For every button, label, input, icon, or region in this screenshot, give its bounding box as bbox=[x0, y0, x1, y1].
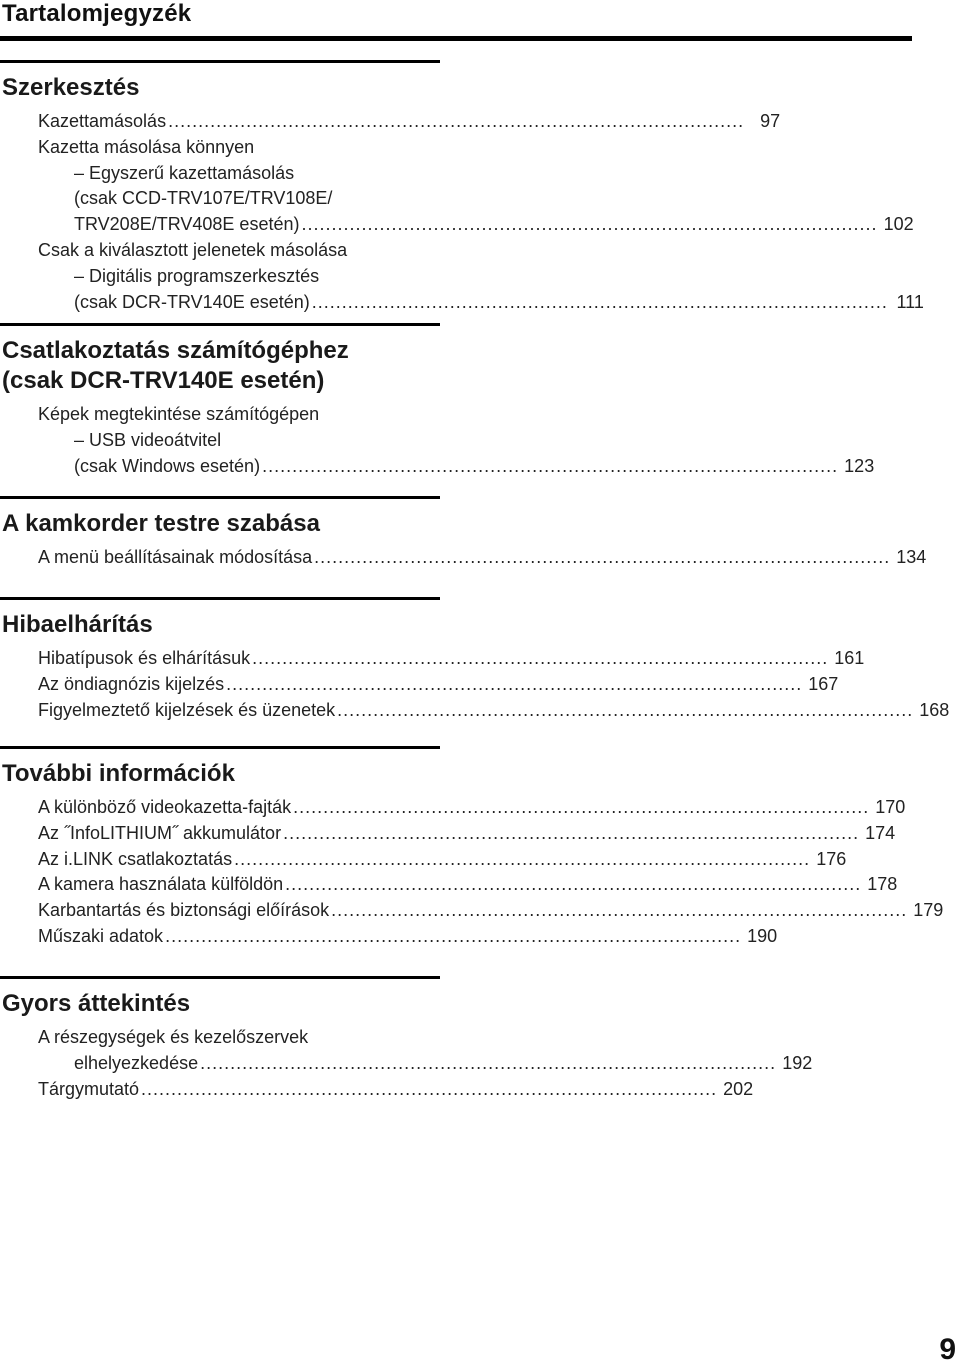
entry-text bbox=[0, 924, 781, 950]
toc-section bbox=[0, 60, 924, 315]
entry-line: A különböző videokazetta-fajták bbox=[38, 797, 292, 817]
dot-leader bbox=[234, 847, 810, 873]
entry-text bbox=[0, 135, 918, 238]
toc-entry[interactable] bbox=[0, 924, 778, 950]
entry-text bbox=[0, 238, 928, 315]
dot-leader bbox=[337, 698, 913, 724]
entry-line: TRV208E/TRV408E esetén) bbox=[74, 214, 300, 235]
page-number: 9 bbox=[939, 1333, 956, 1366]
entry-text bbox=[0, 847, 850, 873]
entry-page-number: 161 bbox=[834, 648, 865, 668]
entry-line: – USB videoátvitel bbox=[74, 429, 222, 450]
dot-leader bbox=[165, 924, 741, 950]
dot-leader bbox=[141, 1077, 717, 1103]
toc-entry[interactable] bbox=[0, 672, 839, 698]
entry-line: Csak a kiválasztott jelenetek másolása bbox=[38, 239, 348, 260]
dot-leader bbox=[331, 898, 907, 924]
section-title-line: Gyors áttekintés bbox=[2, 990, 191, 1017]
entry-page-number: 174 bbox=[865, 822, 896, 843]
entry-page-number: 168 bbox=[919, 699, 950, 720]
section-title-line: Szerkesztés bbox=[2, 74, 140, 101]
entry-page-number: 179 bbox=[913, 900, 944, 921]
entry-page-number: 134 bbox=[896, 547, 927, 567]
entry-page-number: 170 bbox=[875, 797, 906, 817]
entry-page-number: 176 bbox=[816, 848, 847, 869]
toc-entry[interactable] bbox=[0, 238, 924, 315]
entry-line: Az i.LINK csatlakoztatás bbox=[38, 848, 233, 869]
entry-page-number: 192 bbox=[782, 1052, 813, 1073]
entry-text bbox=[0, 821, 899, 847]
dot-leader bbox=[293, 795, 869, 821]
entry-text bbox=[0, 672, 842, 698]
entry-line: – Digitális programszerkesztés bbox=[74, 265, 320, 286]
toc-entry[interactable] bbox=[0, 872, 898, 898]
dot-leader bbox=[314, 545, 890, 571]
entry-page-number: 202 bbox=[723, 1078, 754, 1099]
toc-entry[interactable] bbox=[0, 898, 944, 924]
toc-section bbox=[0, 746, 944, 950]
section-title-line: További információk bbox=[2, 760, 235, 787]
entry-text bbox=[0, 646, 868, 672]
entry-list bbox=[0, 795, 944, 950]
entry-text bbox=[0, 698, 953, 724]
entry-line: (csak DCR-TRV140E esetén) bbox=[74, 291, 310, 312]
toc-section bbox=[0, 597, 950, 723]
entry-page-number: 123 bbox=[844, 455, 875, 476]
entry-page-number: 190 bbox=[747, 925, 778, 946]
section-title bbox=[2, 336, 440, 396]
section-title bbox=[2, 509, 440, 539]
entry-text bbox=[0, 872, 901, 898]
dot-leader bbox=[200, 1051, 776, 1077]
entry-line: A menü beállításainak módosítása bbox=[38, 547, 313, 567]
section-title bbox=[2, 989, 440, 1019]
entry-line: Képek megtekintése számítógépen bbox=[38, 404, 320, 424]
toc-section bbox=[0, 323, 875, 479]
entry-list bbox=[0, 1025, 813, 1102]
dot-leader bbox=[301, 212, 877, 238]
entry-line: Az öndiagnózis kijelzés bbox=[38, 673, 225, 694]
section-title bbox=[2, 73, 440, 103]
entry-line: Műszaki adatok bbox=[38, 925, 164, 946]
toc-section bbox=[0, 976, 813, 1102]
section-rule bbox=[0, 60, 440, 63]
toc-entry[interactable] bbox=[0, 1077, 754, 1103]
entry-page-number: 111 bbox=[896, 291, 924, 312]
section-title bbox=[2, 759, 440, 789]
toc-section bbox=[0, 496, 927, 571]
dot-leader bbox=[312, 290, 888, 316]
entry-page-number: 102 bbox=[883, 214, 914, 235]
section-title-line: A kamkorder testre szabása bbox=[2, 510, 320, 537]
dot-leader bbox=[285, 872, 861, 898]
dot-leader bbox=[226, 672, 802, 698]
entry-line: Figyelmeztető kijelzések és üzenetek bbox=[38, 699, 336, 720]
entry-page-number: 97 bbox=[760, 111, 781, 131]
entry-list bbox=[0, 402, 875, 479]
entry-line: A kamera használata külföldön bbox=[38, 874, 284, 895]
section-rule bbox=[0, 976, 440, 979]
toc-entry[interactable] bbox=[0, 795, 906, 821]
entry-list bbox=[0, 545, 927, 571]
entry-line: Kazettamásolás bbox=[38, 111, 167, 131]
entry-line: Tárgymutató bbox=[38, 1078, 140, 1099]
entry-text bbox=[0, 402, 878, 479]
toc-entry[interactable] bbox=[0, 545, 927, 571]
dot-leader bbox=[168, 109, 744, 135]
page-title: Tartalomjegyzék bbox=[2, 0, 192, 27]
dot-leader bbox=[283, 821, 859, 847]
entry-line: A részegységek és kezelőszervek bbox=[38, 1027, 309, 1047]
section-rule bbox=[0, 496, 440, 499]
entry-line: – Egyszerű kazettamásolás bbox=[74, 162, 295, 183]
entry-line: Karbantartás és biztonsági előírások bbox=[38, 900, 330, 921]
entry-line: Az ˝InfoLITHIUM˝ akkumulátor bbox=[38, 822, 282, 843]
entry-list bbox=[0, 646, 950, 723]
entry-text bbox=[0, 1077, 757, 1103]
toc-entry[interactable] bbox=[0, 847, 847, 873]
toc-entry[interactable] bbox=[0, 646, 865, 672]
entry-line: (csak CCD-TRV107E/TRV108E/ bbox=[74, 188, 333, 209]
entry-list bbox=[0, 109, 924, 315]
entry-line: Kazetta másolása könnyen bbox=[38, 136, 255, 157]
entry-text bbox=[0, 898, 947, 924]
section-title-line: Hibaelhárítás bbox=[2, 611, 153, 638]
entry-line: elhelyezkedése bbox=[74, 1052, 199, 1073]
toc-entry[interactable] bbox=[0, 1025, 813, 1077]
section-title-line: (csak DCR-TRV140E esetén) bbox=[2, 367, 325, 394]
entry-text bbox=[0, 1025, 816, 1077]
toc-entry[interactable] bbox=[0, 109, 781, 135]
entry-line: (csak Windows esetén) bbox=[74, 455, 261, 476]
dot-leader bbox=[252, 646, 828, 672]
toc-entry[interactable] bbox=[0, 821, 896, 847]
section-title-line: Csatlakoztatás számítógéphez bbox=[2, 337, 349, 364]
toc-entry[interactable] bbox=[0, 698, 950, 724]
entry-text bbox=[0, 109, 784, 135]
section-rule bbox=[0, 746, 440, 749]
section-rule bbox=[0, 597, 440, 600]
section-title bbox=[2, 610, 440, 640]
entry-text bbox=[0, 795, 909, 821]
dot-leader bbox=[262, 454, 838, 480]
entry-page-number: 167 bbox=[808, 673, 839, 694]
section-rule bbox=[0, 323, 440, 326]
toc-entry[interactable] bbox=[0, 402, 875, 479]
entry-page-number: 178 bbox=[867, 874, 898, 895]
toc-entry[interactable] bbox=[0, 135, 914, 238]
entry-text bbox=[0, 545, 930, 571]
entry-line: Hibatípusok és elhárításuk bbox=[38, 648, 251, 668]
